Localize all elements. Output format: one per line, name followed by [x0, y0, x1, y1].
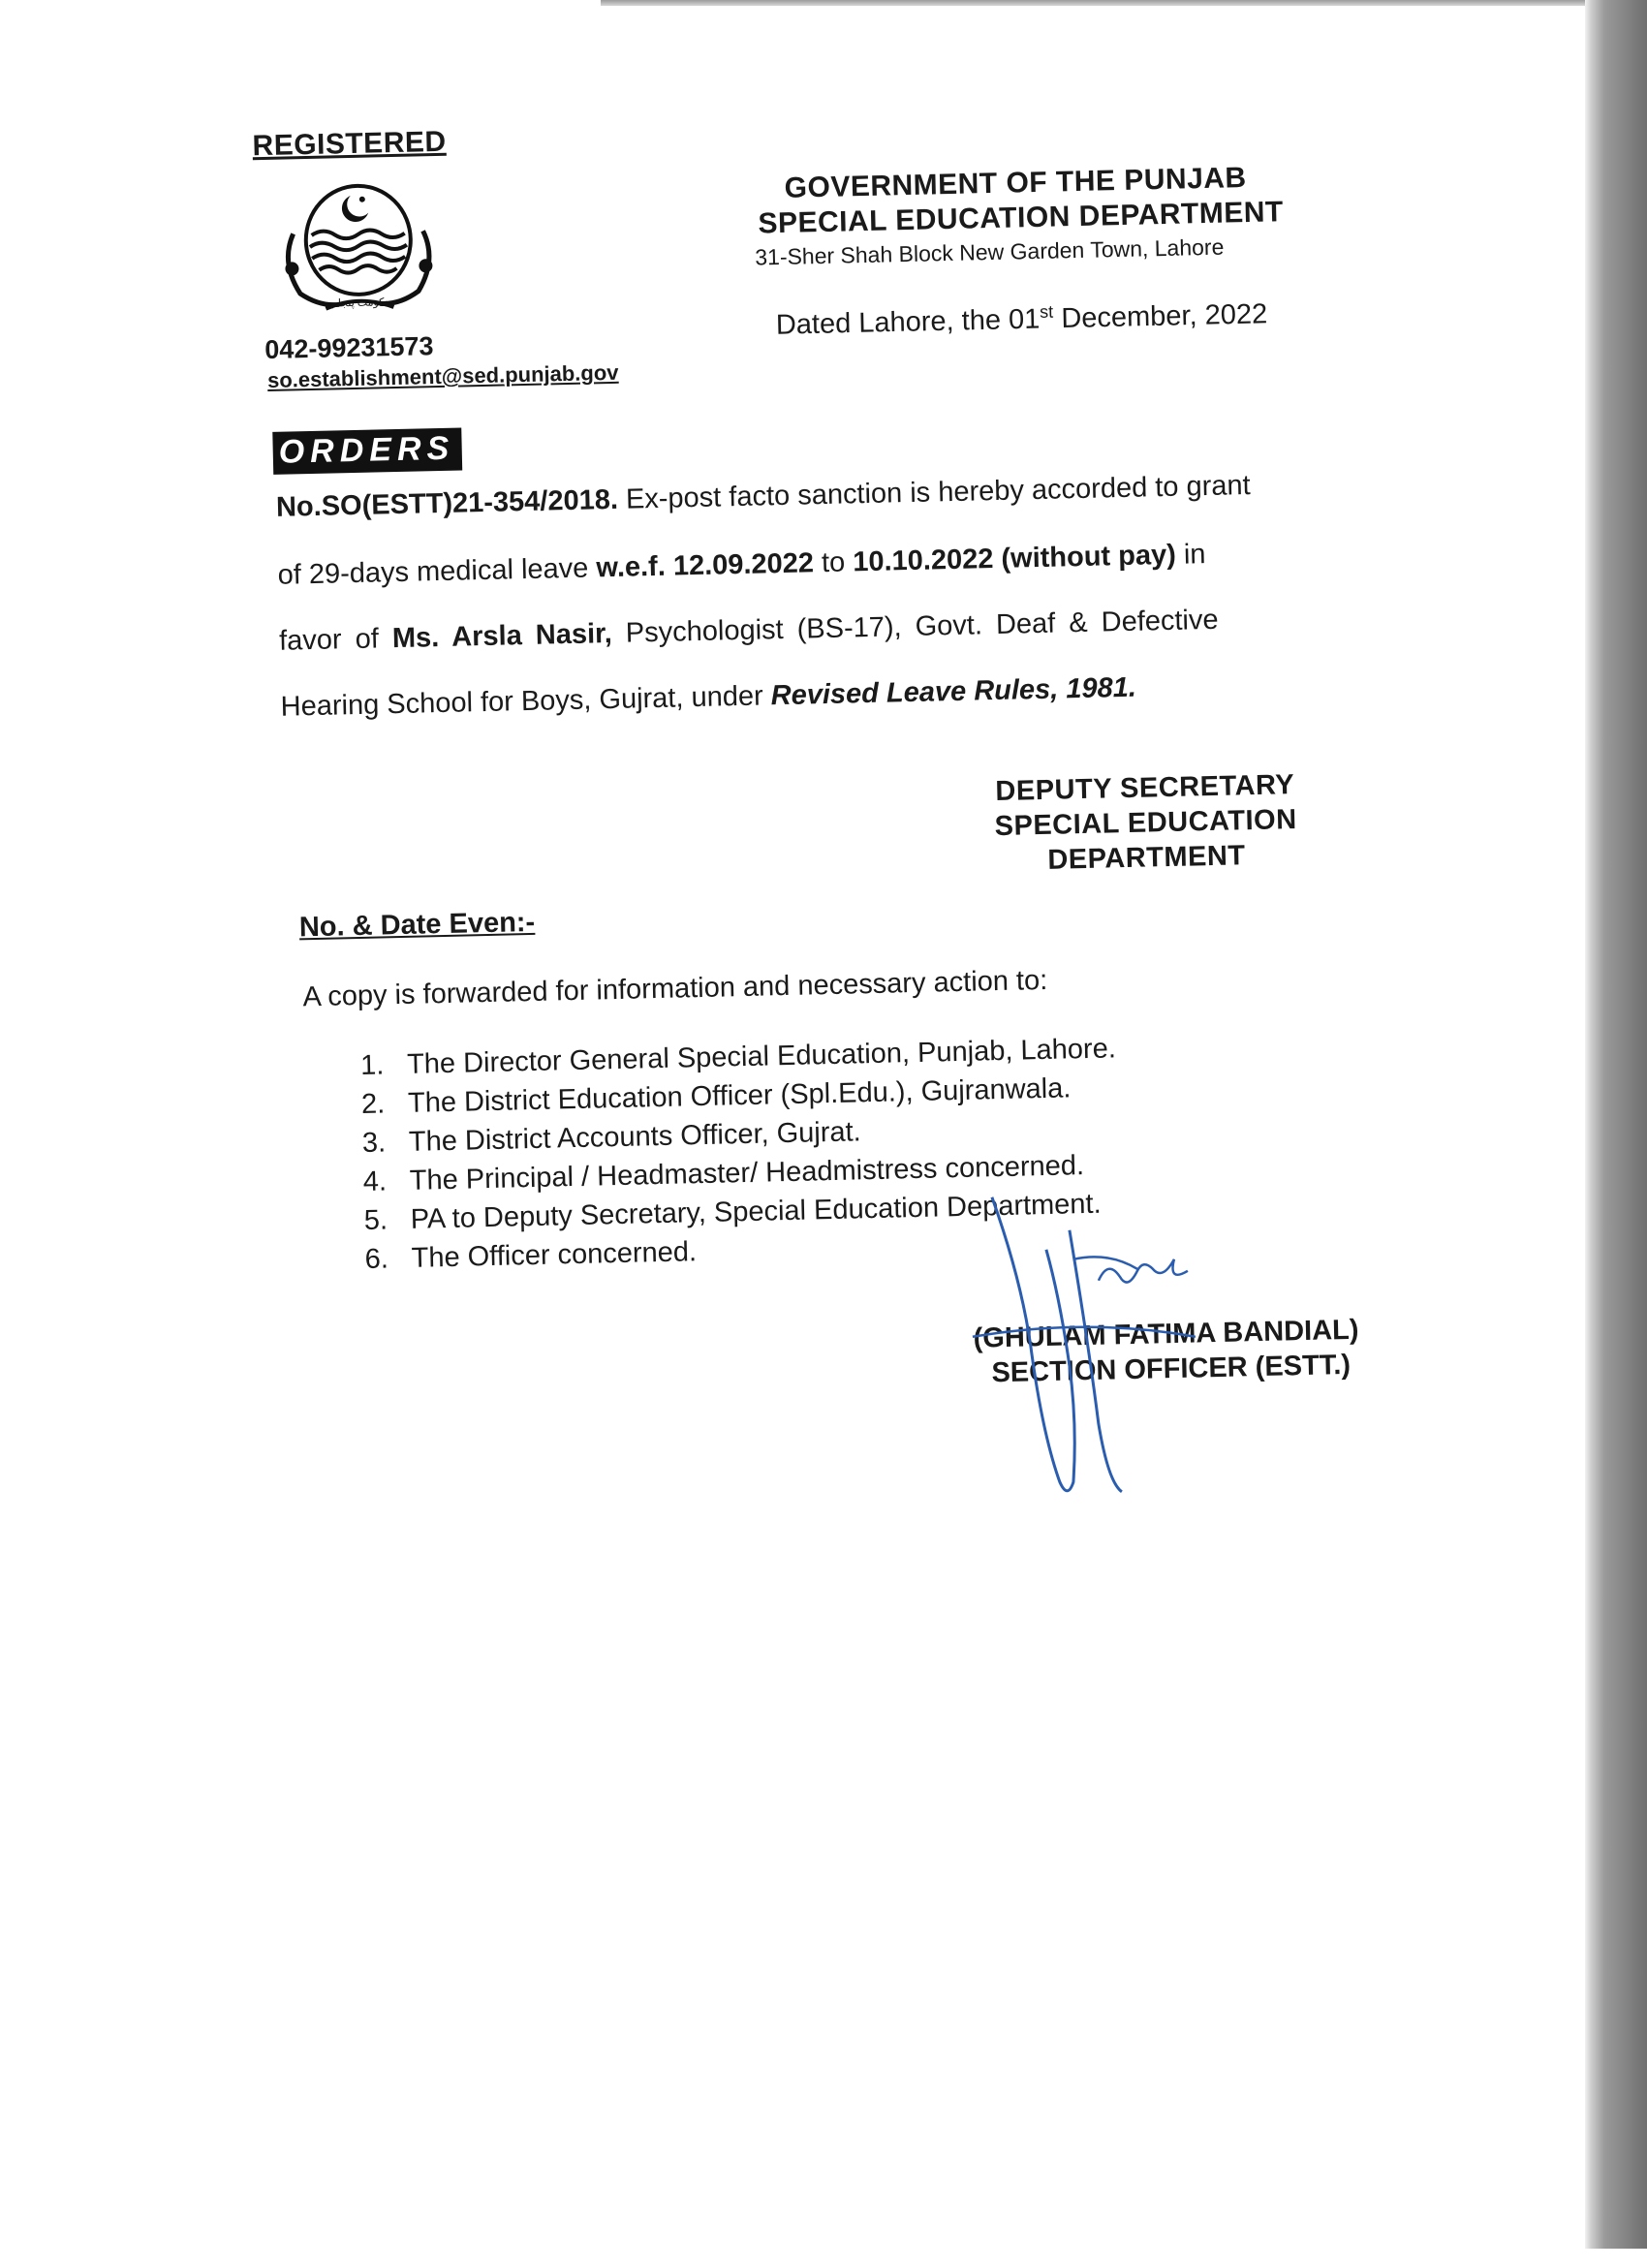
- order-text-3: Psychologist (BS-17), Govt. Deaf & Defective: [611, 604, 1219, 649]
- list-text: PA to Deputy Secretary, Special Education Department.: [410, 1188, 1102, 1235]
- order-wef: w.e.f. 12.09.2022: [596, 547, 815, 584]
- emblem-text: حکومت پنجاب: [327, 296, 392, 310]
- phone-number: 042-99231573: [264, 331, 434, 365]
- list-number: 6.: [364, 1243, 389, 1275]
- list-text: The District Education Officer (Spl.Edu.), Gujranwala.: [407, 1072, 1072, 1119]
- list-text: The Officer concerned.: [411, 1236, 698, 1274]
- list-number: 5.: [363, 1204, 388, 1236]
- dated-prefix: Dated Lahore, the 01: [775, 303, 1041, 341]
- deputy-line-3: DEPARTMENT: [1047, 840, 1246, 876]
- order-line-1: [276, 466, 1251, 527]
- list-number: 4.: [362, 1165, 388, 1197]
- signatory-designation: SECTION OFFICER (ESTT.): [991, 1349, 1352, 1389]
- list-text: The Principal / Headmaster/ Headmistress concerned.: [409, 1150, 1085, 1196]
- order-text-4: Hearing School for Boys, Gujrat, under: [280, 680, 772, 723]
- email-address[interactable]: so.establishment@sed.punjab.gov: [266, 359, 619, 392]
- order-line-2: [277, 535, 1206, 595]
- order-employee-name: Ms. Arsla Nasir,: [391, 617, 613, 655]
- list-text: The District Accounts Officer, Gujrat.: [408, 1116, 862, 1158]
- registered-label: REGISTERED: [252, 125, 447, 163]
- deputy-line-2: SPECIAL EDUCATION: [994, 804, 1297, 843]
- order-to: to: [813, 546, 854, 579]
- deputy-line-1: DEPUTY SECRETARY: [995, 769, 1295, 808]
- order-in: in: [1175, 539, 1206, 571]
- dated-suffix: December, 2022: [1052, 298, 1268, 335]
- order-text-2: of 29-days medical leave: [277, 552, 597, 591]
- signatory-name: (GHULAM FATIMA BANDIAL): [973, 1314, 1359, 1354]
- order-text-1: Ex-post facto sanction is hereby accorded to grant: [617, 470, 1251, 515]
- dated-sup: st: [1039, 301, 1054, 322]
- list-number: 2.: [360, 1088, 386, 1120]
- order-end-date: 10.10.2022 (without pay): [852, 539, 1177, 578]
- copy-forward-intro: A copy is forwarded for information and necessary action to:: [302, 964, 1048, 1013]
- order-ref-no: No.SO(ESTT)21-354/2018.: [275, 483, 619, 523]
- orders-heading: ORDERS: [272, 427, 462, 474]
- order-line-4: [280, 668, 1136, 727]
- dated-line: [776, 297, 1268, 342]
- punjab-emblem-icon: [264, 172, 451, 322]
- list-text: The Director General Special Education, Punjab, Lahore.: [406, 1033, 1117, 1080]
- signature-icon: [953, 1192, 1244, 1502]
- order-favor: favor of: [278, 623, 393, 657]
- government-title: GOVERNMENT OF THE PUNJAB: [784, 162, 1247, 204]
- list-number: 3.: [361, 1127, 387, 1159]
- order-rules: Revised Leave Rules, 1981.: [770, 671, 1137, 712]
- department-address: 31-Sher Shah Block New Garden Town, Lahore: [755, 233, 1225, 270]
- list-number: 1.: [359, 1049, 385, 1081]
- order-line-3: [279, 601, 1219, 661]
- no-date-even-heading: No. & Date Even:-: [298, 906, 536, 944]
- department-title: SPECIAL EDUCATION DEPARTMENT: [758, 196, 1285, 240]
